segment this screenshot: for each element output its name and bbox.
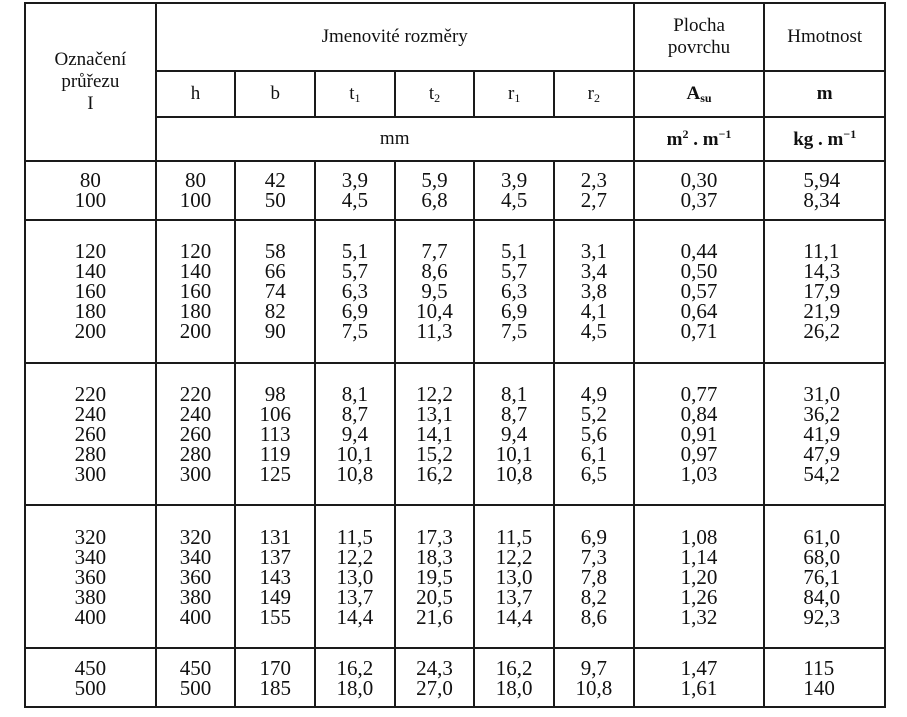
value-h: 360 xyxy=(179,564,212,589)
value-t2: 24,3 xyxy=(416,655,453,680)
cell-r2 xyxy=(554,220,634,363)
value-t2: 19,5 xyxy=(416,564,453,589)
cell-r1 xyxy=(474,363,554,506)
value-r2: 5,6 xyxy=(580,421,607,446)
value-r1: 8,1 xyxy=(501,381,528,406)
unit-mass-sup: −1 xyxy=(843,127,857,141)
cell-t1 xyxy=(315,161,395,220)
cell-asu xyxy=(634,363,765,506)
cell-r1 xyxy=(474,161,554,220)
value-t2: 9,5 xyxy=(421,279,448,304)
value-r2: 6,5 xyxy=(580,461,607,486)
value-h: 320 xyxy=(179,524,212,549)
i-section-table xyxy=(24,2,886,708)
value-b: 66 xyxy=(264,259,286,284)
value-asu: 0,37 xyxy=(680,188,718,213)
cell-t2 xyxy=(395,505,475,648)
value-r2: 2,7 xyxy=(580,188,607,213)
t1-sub: 1 xyxy=(354,90,361,105)
cell-t2 xyxy=(395,220,475,363)
value-t2: 20,5 xyxy=(416,584,453,609)
unit-area-mid: . m xyxy=(688,129,719,150)
value-m: 76,1 xyxy=(803,564,841,589)
value-t1: 10,8 xyxy=(336,461,374,486)
surface-line2: povrchu xyxy=(667,37,731,58)
value-m: 36,2 xyxy=(803,401,841,426)
value-h: 220 xyxy=(179,381,212,406)
value-h: 240 xyxy=(179,401,212,426)
value-m: 17,9 xyxy=(803,279,841,304)
value-m: 115 xyxy=(803,655,835,680)
asu-header xyxy=(634,71,765,117)
table-row-group xyxy=(25,220,885,363)
value-r2: 5,2 xyxy=(580,401,607,426)
unit-mm: mm xyxy=(156,117,634,161)
value-asu: 0,30 xyxy=(680,168,718,193)
surface-line1: Plocha xyxy=(673,15,725,36)
value-m: 14,3 xyxy=(803,259,841,284)
value-t2: 27,0 xyxy=(416,675,453,700)
value-r2: 6,1 xyxy=(580,441,607,466)
value-h: 260 xyxy=(179,421,212,446)
value-b: 143 xyxy=(259,564,291,589)
value-t1: 10,1 xyxy=(336,441,374,466)
value-m: 8,34 xyxy=(803,188,841,213)
value-designation: 140 xyxy=(74,259,107,284)
value-b: 119 xyxy=(259,441,291,466)
value-r2: 4,1 xyxy=(580,299,607,324)
value-t2: 13,1 xyxy=(416,401,453,426)
cell-r2 xyxy=(554,161,634,220)
cell-m xyxy=(764,648,885,707)
value-asu: 0,57 xyxy=(680,279,718,304)
table-row-group xyxy=(25,363,885,506)
value-t2: 14,1 xyxy=(416,421,453,446)
value-r1: 10,1 xyxy=(495,441,533,466)
value-b: 185 xyxy=(259,675,291,700)
value-r2: 8,6 xyxy=(580,604,607,629)
t1-header xyxy=(315,71,395,117)
cell-m xyxy=(764,161,885,220)
r2-base: r xyxy=(587,82,594,104)
value-m: 31,0 xyxy=(803,381,841,406)
designation-line3: I xyxy=(87,93,94,114)
t2-base: t xyxy=(428,82,435,104)
designation-line2: průřezu xyxy=(61,71,120,92)
cell-b xyxy=(235,648,315,707)
value-h: 450 xyxy=(179,655,212,680)
value-t2: 11,3 xyxy=(416,319,453,344)
value-h: 500 xyxy=(179,675,212,700)
r1-header xyxy=(474,71,554,117)
cell-r2 xyxy=(554,648,634,707)
value-asu: 1,47 xyxy=(680,655,718,680)
cell-designation xyxy=(25,220,156,363)
value-t1: 5,1 xyxy=(341,239,368,264)
value-asu: 0,84 xyxy=(680,401,718,426)
value-designation: 500 xyxy=(74,675,107,700)
table-row-group xyxy=(25,648,885,707)
value-designation: 340 xyxy=(74,544,107,569)
value-h: 140 xyxy=(179,259,212,284)
surface-header xyxy=(634,3,765,71)
value-t2: 21,6 xyxy=(416,604,453,629)
t2-header xyxy=(395,71,475,117)
cell-b xyxy=(235,220,315,363)
t1-base: t xyxy=(349,82,355,104)
value-t1: 16,2 xyxy=(336,655,374,680)
value-m: 84,0 xyxy=(803,584,841,609)
value-t2: 17,3 xyxy=(416,524,453,549)
value-m: 41,9 xyxy=(803,421,841,446)
value-r2: 6,9 xyxy=(580,524,607,549)
cell-asu xyxy=(634,161,765,220)
value-h: 100 xyxy=(179,188,212,213)
cell-m xyxy=(764,363,885,506)
value-t1: 8,1 xyxy=(341,381,368,406)
value-r2: 7,8 xyxy=(580,564,607,589)
value-r1: 4,5 xyxy=(501,188,528,213)
value-r2: 4,9 xyxy=(580,381,607,406)
table-row-group xyxy=(25,505,885,648)
value-r1: 13,7 xyxy=(495,584,533,609)
value-designation: 400 xyxy=(74,604,107,629)
value-asu: 0,64 xyxy=(680,299,718,324)
r2-sub: 2 xyxy=(594,90,600,105)
asu-sub: su xyxy=(700,90,712,105)
unit-area-base: m xyxy=(666,129,683,150)
cell-r1 xyxy=(474,648,554,707)
cell-r2 xyxy=(554,363,634,506)
value-t1: 18,0 xyxy=(336,675,374,700)
value-designation: 120 xyxy=(74,239,107,264)
value-b: 50 xyxy=(264,188,286,213)
value-r1: 12,2 xyxy=(495,544,533,569)
nominal-dimensions-header: Jmenovité rozměry xyxy=(156,3,634,71)
value-t2: 6,8 xyxy=(421,188,448,213)
value-asu: 0,71 xyxy=(680,319,718,344)
value-asu: 1,08 xyxy=(680,524,718,549)
cell-h xyxy=(156,161,236,220)
cell-t2 xyxy=(395,161,475,220)
cell-t1 xyxy=(315,648,395,707)
mass-header: Hmotnost xyxy=(764,3,885,71)
value-b: 113 xyxy=(259,421,291,446)
cell-t1 xyxy=(315,220,395,363)
value-t2: 8,6 xyxy=(421,259,448,284)
value-designation: 200 xyxy=(74,319,107,344)
value-b: 149 xyxy=(259,584,291,609)
value-r1: 5,1 xyxy=(501,239,528,264)
value-designation: 260 xyxy=(74,421,107,446)
cell-r1 xyxy=(474,220,554,363)
value-b: 106 xyxy=(259,401,291,426)
cell-designation xyxy=(25,363,156,506)
value-b: 74 xyxy=(264,279,286,304)
value-designation: 80 xyxy=(79,168,101,193)
value-asu: 0,91 xyxy=(680,421,718,446)
value-h: 180 xyxy=(179,299,212,324)
cell-b xyxy=(235,505,315,648)
value-m: 61,0 xyxy=(803,524,841,549)
value-r2: 3,4 xyxy=(580,259,607,284)
value-m: 140 xyxy=(803,675,835,700)
value-designation: 360 xyxy=(74,564,107,589)
value-r1: 10,8 xyxy=(495,461,533,486)
value-r2: 9,7 xyxy=(580,655,607,680)
value-r2: 3,8 xyxy=(580,279,607,304)
value-r1: 8,7 xyxy=(501,401,528,426)
cell-designation xyxy=(25,161,156,220)
value-b: 90 xyxy=(264,319,286,344)
cell-b xyxy=(235,161,315,220)
table-row-group xyxy=(25,161,885,220)
asu-base: A xyxy=(686,82,701,104)
value-r2: 10,8 xyxy=(575,675,613,700)
value-h: 120 xyxy=(179,239,212,264)
value-t1: 4,5 xyxy=(341,188,368,213)
value-asu: 0,50 xyxy=(680,259,718,284)
value-h: 400 xyxy=(179,604,212,629)
unit-mass xyxy=(764,117,885,161)
value-t2: 15,2 xyxy=(416,441,453,466)
cell-asu xyxy=(634,648,765,707)
value-h: 280 xyxy=(179,441,212,466)
b-header: b xyxy=(235,71,315,117)
table-body xyxy=(25,161,885,707)
value-asu: 1,32 xyxy=(680,604,718,629)
value-m: 21,9 xyxy=(803,299,841,324)
value-b: 58 xyxy=(264,239,286,264)
h-header: h xyxy=(156,71,236,117)
value-m: 47,9 xyxy=(803,441,841,466)
cell-h xyxy=(156,648,236,707)
value-t1: 8,7 xyxy=(341,401,368,426)
value-b: 155 xyxy=(259,604,291,629)
value-t1: 9,4 xyxy=(341,421,368,446)
value-m: 11,1 xyxy=(803,239,840,264)
cell-asu xyxy=(634,505,765,648)
value-r1: 13,0 xyxy=(495,564,533,589)
value-r2: 2,3 xyxy=(580,168,607,193)
value-asu: 0,44 xyxy=(680,239,718,264)
value-asu: 1,03 xyxy=(680,461,718,486)
value-h: 380 xyxy=(179,584,212,609)
value-t2: 16,2 xyxy=(416,461,453,486)
value-t1: 13,7 xyxy=(336,584,374,609)
value-designation: 300 xyxy=(74,461,107,486)
cell-b xyxy=(235,363,315,506)
cell-h xyxy=(156,220,236,363)
value-designation: 320 xyxy=(74,524,107,549)
cell-asu xyxy=(634,220,765,363)
value-b: 125 xyxy=(259,461,291,486)
cell-t2 xyxy=(395,363,475,506)
value-r1: 3,9 xyxy=(501,168,528,193)
value-h: 80 xyxy=(185,168,207,193)
value-t1: 13,0 xyxy=(336,564,374,589)
value-r1: 6,9 xyxy=(501,299,528,324)
value-t2: 7,7 xyxy=(421,239,448,264)
cell-h xyxy=(156,363,236,506)
value-asu: 0,77 xyxy=(680,381,718,406)
cell-t1 xyxy=(315,505,395,648)
value-r1: 5,7 xyxy=(501,259,528,284)
value-t2: 18,3 xyxy=(416,544,453,569)
value-designation: 240 xyxy=(74,401,107,426)
value-designation: 220 xyxy=(74,381,107,406)
value-h: 200 xyxy=(179,319,212,344)
value-r1: 6,3 xyxy=(501,279,528,304)
value-t1: 3,9 xyxy=(341,168,368,193)
value-r1: 14,4 xyxy=(495,604,533,629)
value-r1: 11,5 xyxy=(496,524,533,549)
cell-m xyxy=(764,505,885,648)
value-asu: 1,20 xyxy=(680,564,718,589)
value-r2: 3,1 xyxy=(580,239,607,264)
value-r1: 7,5 xyxy=(501,319,528,344)
value-m: 26,2 xyxy=(803,319,841,344)
value-h: 160 xyxy=(179,279,212,304)
value-designation: 160 xyxy=(74,279,107,304)
r1-sub: 1 xyxy=(514,90,521,105)
unit-area xyxy=(634,117,765,161)
value-r1: 16,2 xyxy=(495,655,533,680)
value-asu: 0,97 xyxy=(680,441,718,466)
r2-header xyxy=(554,71,634,117)
value-t1: 6,3 xyxy=(341,279,368,304)
value-r2: 7,3 xyxy=(580,544,607,569)
value-t1: 7,5 xyxy=(341,319,368,344)
value-t1: 11,5 xyxy=(336,524,373,549)
value-r1: 9,4 xyxy=(501,421,528,446)
value-t2: 5,9 xyxy=(421,168,448,193)
value-b: 170 xyxy=(259,655,291,680)
value-asu: 1,61 xyxy=(680,675,718,700)
value-designation: 380 xyxy=(74,584,107,609)
value-h: 300 xyxy=(179,461,212,486)
t2-sub: 2 xyxy=(434,90,441,105)
designation-line1: Označení xyxy=(54,49,127,70)
value-m: 5,94 xyxy=(803,168,841,193)
value-t2: 12,2 xyxy=(416,381,453,406)
value-t1: 12,2 xyxy=(336,544,374,569)
value-t2: 10,4 xyxy=(416,299,453,324)
cell-t2 xyxy=(395,648,475,707)
value-designation: 450 xyxy=(74,655,107,680)
value-designation: 280 xyxy=(74,441,107,466)
value-b: 137 xyxy=(259,544,291,569)
value-b: 131 xyxy=(259,524,291,549)
unit-area-sup: 2 xyxy=(682,127,689,141)
value-asu: 1,14 xyxy=(680,544,718,569)
cell-designation xyxy=(25,505,156,648)
cell-designation xyxy=(25,648,156,707)
value-t1: 5,7 xyxy=(341,259,368,284)
value-t1: 14,4 xyxy=(336,604,374,629)
cell-h xyxy=(156,505,236,648)
r1-base: r xyxy=(508,82,515,104)
value-asu: 1,26 xyxy=(680,584,718,609)
unit-mass-base: kg . m xyxy=(793,129,844,150)
designation-header xyxy=(25,3,156,161)
cell-t1 xyxy=(315,363,395,506)
value-designation: 100 xyxy=(74,188,107,213)
value-h: 340 xyxy=(179,544,212,569)
value-r1: 18,0 xyxy=(495,675,533,700)
cell-m xyxy=(764,220,885,363)
value-r2: 8,2 xyxy=(580,584,607,609)
cell-r1 xyxy=(474,505,554,648)
value-b: 42 xyxy=(264,168,286,193)
value-b: 82 xyxy=(264,299,286,324)
value-designation: 180 xyxy=(74,299,107,324)
cell-r2 xyxy=(554,505,634,648)
value-t1: 6,9 xyxy=(341,299,368,324)
unit-area-sup2: −1 xyxy=(718,127,732,141)
value-m: 54,2 xyxy=(803,461,841,486)
value-b: 98 xyxy=(264,381,286,406)
value-m: 68,0 xyxy=(803,544,841,569)
m-header: m xyxy=(764,71,885,117)
value-m: 92,3 xyxy=(803,604,841,629)
value-r2: 4,5 xyxy=(580,319,607,344)
